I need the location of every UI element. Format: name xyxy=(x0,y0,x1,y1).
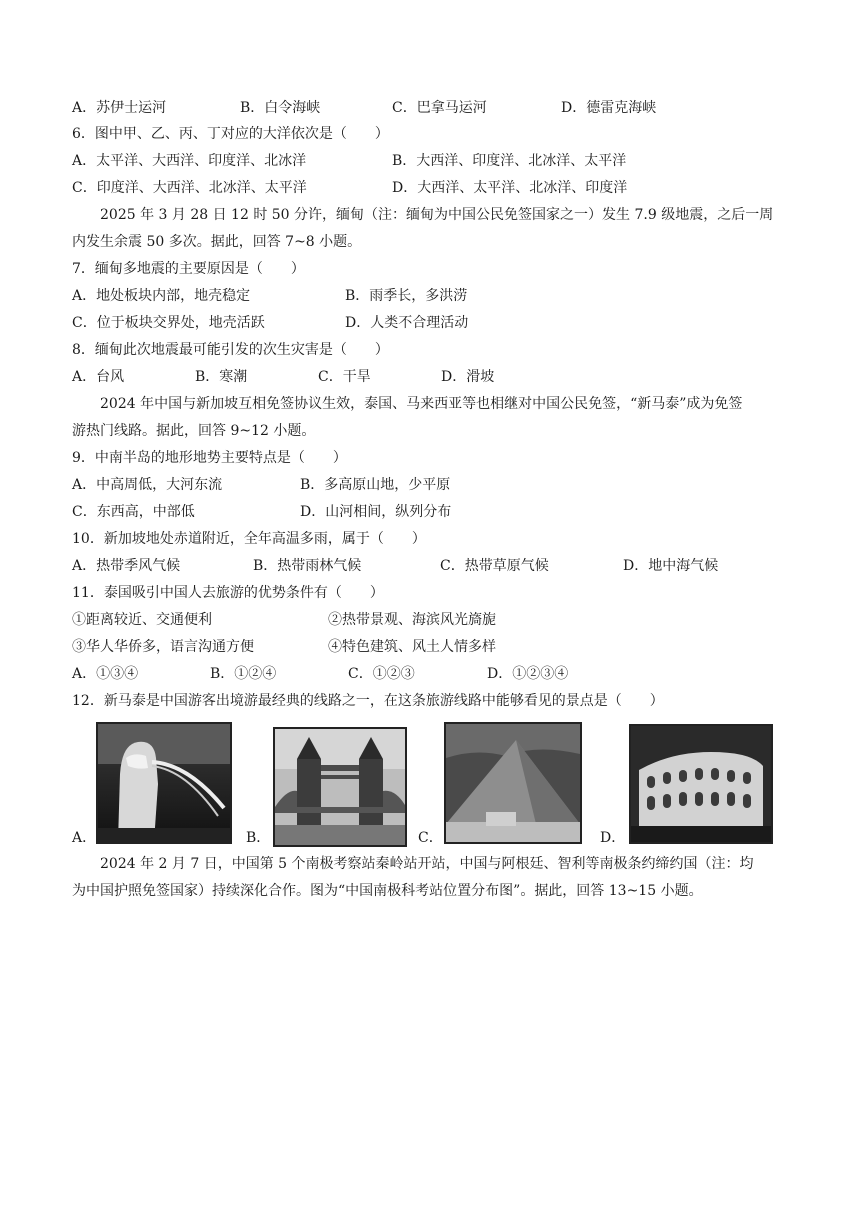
q10-option-c: C．热带草原气候 xyxy=(440,558,549,574)
q9-option-a: A．中高周低，大河东流 xyxy=(72,477,223,493)
q9-stem: 9．中南半岛的地形地势主要特点是（ ） xyxy=(72,450,347,466)
q9-option-d: D．山河相间，纵列分布 xyxy=(300,504,452,520)
q11-option-c: C．①②③ xyxy=(348,666,415,682)
q12-stem: 12．新马泰是中国游客出境游最经典的线路之一，在这条旅游线路中能够看见的景点是（ ） xyxy=(72,693,664,709)
q5-option-b: B．白令海峡 xyxy=(240,100,321,116)
q10-option-b: B．热带雨林气候 xyxy=(253,558,362,574)
q7-stem: 7．缅甸多地震的主要原因是（ ） xyxy=(72,261,305,277)
q12-label-d: D． xyxy=(600,830,626,846)
q9-option-c: C．东西高，中部低 xyxy=(72,504,195,520)
q8-option-a: A．台风 xyxy=(72,369,125,385)
q11-stem: 11．泰国吸引中国人去旅游的优势条件有（ ） xyxy=(72,585,384,601)
q6-option-a: A．太平洋、大西洋、印度洋、北冰洋 xyxy=(72,153,307,169)
merlion-photo xyxy=(96,722,232,844)
pyramid-photo xyxy=(444,722,582,844)
q11-item-2: ②热带景观、海滨风光旖旎 xyxy=(328,612,496,628)
q11-option-b: B．①②④ xyxy=(210,666,277,682)
passage-earthquake-line1: 2025 年 3 月 28 日 12 时 50 分许，缅甸（注：缅甸为中国公民免签国家之一）发生 7.9 级地震，之后一周 xyxy=(100,207,774,223)
q11-item-3: ③华人华侨多，语言沟通方便 xyxy=(72,639,254,655)
q8-stem: 8．缅甸此次地震最可能引发的次生灾害是（ ） xyxy=(72,342,389,358)
q11-option-a: A．①③④ xyxy=(72,666,139,682)
q11-option-d: D．①②③④ xyxy=(487,666,569,682)
passage-antarctic-line2: 为中国护照免签国家）持续深化合作。图为“中国南极科考站位置分布图”。据此，回答 13~15 小题。 xyxy=(72,883,703,899)
passage-visa-line1: 2024 年中国与新加坡互相免签协议生效，泰国、马来西亚等也相继对中国公民免签，“新马泰”成为免签 xyxy=(100,396,743,412)
passage-earthquake-line2: 内发生余震 50 多次。据此，回答 7~8 小题。 xyxy=(72,234,362,250)
q7-option-c: C．位于板块交界处，地壳活跃 xyxy=(72,315,265,331)
q7-option-a: A．地处板块内部，地壳稳定 xyxy=(72,288,251,304)
q5-option-c: C．巴拿马运河 xyxy=(392,100,487,116)
colosseum-photo xyxy=(629,724,773,844)
q11-item-4: ④特色建筑、风土人情多样 xyxy=(328,639,496,655)
q10-stem: 10．新加坡地处赤道附近，全年高温多雨，属于（ ） xyxy=(72,531,426,547)
passage-antarctic-line1: 2024 年 2 月 7 日，中国第 5 个南极考察站秦岭站开站，中国与阿根廷、智利等南极条约缔约国（注：均 xyxy=(100,856,754,872)
q8-option-c: C．干旱 xyxy=(318,369,371,385)
q12-label-b: B． xyxy=(246,830,271,846)
q10-option-a: A．热带季风气候 xyxy=(72,558,181,574)
q8-option-b: B．寒潮 xyxy=(195,369,248,385)
q6-option-b: B．大西洋、印度洋、北冰洋、太平洋 xyxy=(392,153,627,169)
q12-label-c: C． xyxy=(418,830,443,846)
q7-option-b: B．雨季长，多洪涝 xyxy=(345,288,468,304)
q8-option-d: D．滑坡 xyxy=(441,369,495,385)
q7-option-d: D．人类不合理活动 xyxy=(345,315,469,331)
q5-option-d: D．德雷克海峡 xyxy=(561,100,657,116)
q6-option-d: D．大西洋、太平洋、北冰洋、印度洋 xyxy=(392,180,628,196)
q6-option-c: C．印度洋、大西洋、北冰洋、太平洋 xyxy=(72,180,307,196)
q5-option-a: A．苏伊士运河 xyxy=(72,100,167,116)
tower-bridge-photo xyxy=(273,727,407,847)
q6-stem: 6．图中甲、乙、丙、丁对应的大洋依次是（ ） xyxy=(72,126,389,142)
passage-visa-line2: 游热门线路。据此，回答 9~12 小题。 xyxy=(72,423,316,439)
q9-option-b: B．多高原山地，少平原 xyxy=(300,477,451,493)
q10-option-d: D．地中海气候 xyxy=(623,558,719,574)
q12-label-a: A． xyxy=(72,830,97,846)
q11-item-1: ①距离较近、交通便利 xyxy=(72,612,212,628)
